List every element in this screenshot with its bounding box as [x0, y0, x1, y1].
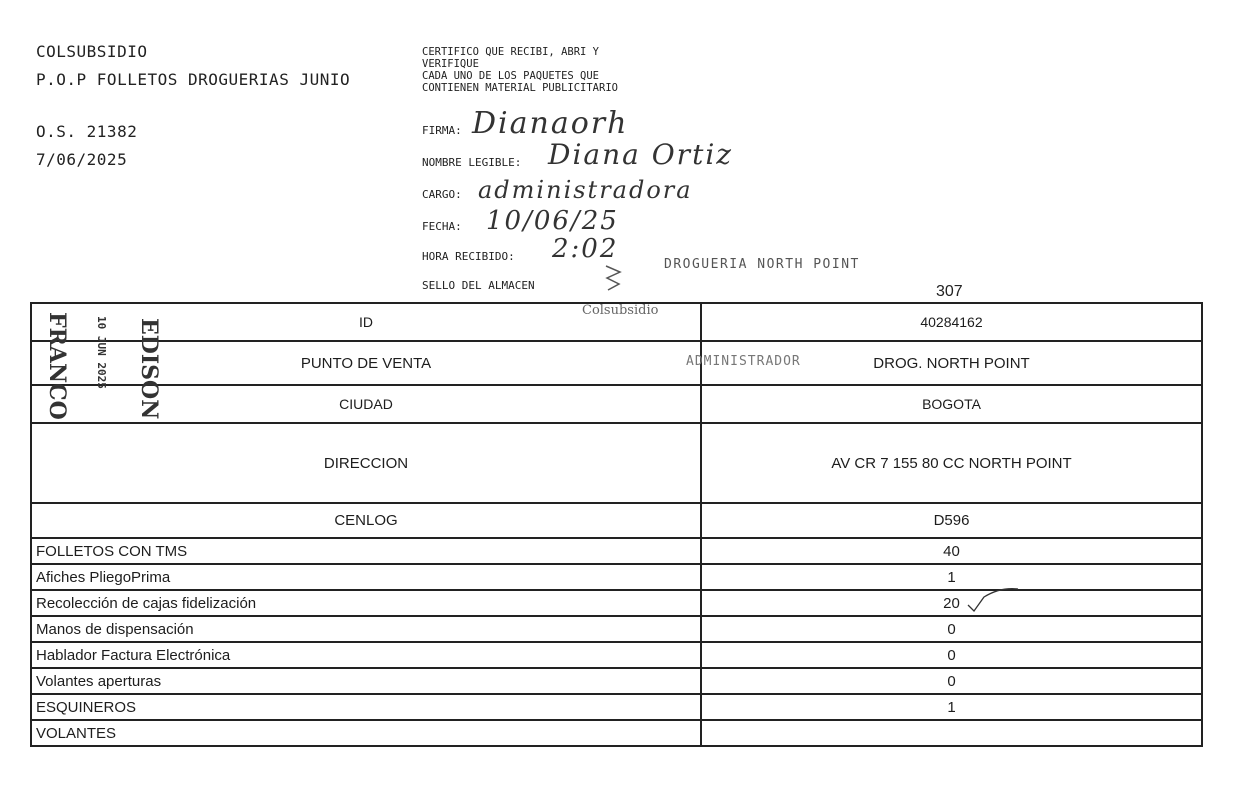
item-qty: 20 [943, 594, 960, 612]
certification-line: CONTIENEN MATERIAL PUBLICITARIO [422, 82, 618, 94]
item-name: FOLLETOS CON TMS [31, 538, 701, 564]
sheet-number: 307 [936, 283, 963, 300]
direccion-value: AV CR 7 155 80 CC NORTH POINT [701, 423, 1202, 503]
punto-venta-value: DROG. NORTH POINT [873, 354, 1030, 372]
table-row [31, 720, 1202, 746]
table-row-direccion [31, 423, 1202, 503]
id-value: 40284162 [701, 303, 1202, 341]
table-row [31, 590, 1202, 616]
table-row [31, 538, 1202, 564]
certification-line: CERTIFICO QUE RECIBI, ABRI Y [422, 46, 600, 58]
certification-block [422, 46, 618, 94]
item-qty: 0 [701, 616, 1202, 642]
firma-signature: Dianaorh [472, 106, 629, 141]
fecha-value: 10/06/25 [486, 206, 619, 236]
delivery-table [30, 302, 1203, 747]
nombre-value: Diana Ortiz [548, 138, 734, 171]
certification-line: VERIFIQUE [422, 58, 479, 70]
hora-value: 2:02 [552, 234, 619, 264]
item-name: Hablador Factura Electrónica [31, 642, 701, 668]
sello-label: SELLO DEL ALMACEN [422, 279, 535, 292]
item-name: Manos de dispensación [31, 616, 701, 642]
punto-venta-label: PUNTO DE VENTA [31, 341, 701, 385]
table-row [31, 616, 1202, 642]
item-name: Recolección de cajas fidelización [31, 590, 701, 616]
cenlog-value: D596 [701, 503, 1202, 538]
item-qty: 40 [701, 538, 1202, 564]
order-number: O.S. 21382 [36, 122, 138, 141]
hora-label: HORA RECIBIDO: [422, 250, 515, 263]
item-qty: 1 [701, 564, 1202, 590]
document-date: 7/06/2025 [36, 150, 128, 169]
stamp-name-franco: FRANCO [44, 312, 70, 420]
table-row [31, 694, 1202, 720]
table-row-id [31, 303, 1202, 341]
stamp-date: 10 JUN 2025 [95, 316, 108, 389]
ciudad-label: CIUDAD [31, 385, 701, 423]
id-label: ID [31, 303, 701, 341]
item-qty [701, 720, 1202, 746]
item-name: Volantes aperturas [31, 668, 701, 694]
checkmark-icon [964, 585, 1024, 615]
item-name: ESQUINEROS [31, 694, 701, 720]
punto-venta-cell [686, 341, 1202, 385]
item-qty: 0 [701, 668, 1202, 694]
item-name: VOLANTES [31, 720, 701, 746]
item-qty: 0 [701, 642, 1202, 668]
certification-line: CADA UNO DE LOS PAQUETES QUE [422, 70, 600, 82]
cenlog-label: CENLOG [31, 503, 701, 538]
nombre-label: NOMBRE LEGIBLE: [422, 156, 522, 169]
direccion-label: DIRECCION [31, 423, 701, 503]
item-name: Afiches PliegoPrima [31, 564, 701, 590]
table-row [31, 564, 1202, 590]
table-row-cenlog [31, 503, 1202, 538]
stamp-mark-icon [604, 262, 622, 294]
table-row-ciudad [31, 385, 1202, 423]
fecha-label: FECHA: [422, 220, 462, 233]
cargo-label: CARGO: [422, 188, 462, 201]
company-name: COLSUBSIDIO [36, 42, 148, 61]
table-row-punto-venta [31, 341, 1202, 385]
project-title: P.O.P FOLLETOS DROGUERIAS JUNIO [36, 70, 351, 89]
cargo-value: administradora [478, 176, 693, 204]
item-qty: 1 [701, 694, 1202, 720]
ciudad-value: BOGOTA [701, 385, 1202, 423]
stamp-name-edison: EDISON [136, 318, 162, 420]
table-row [31, 668, 1202, 694]
table-row [31, 642, 1202, 668]
store-stamp: DROGUERIA NORTH POINT [664, 257, 860, 272]
store-stamp-sub: Colsubsidio [582, 303, 659, 318]
firma-label: FIRMA: [422, 124, 462, 137]
item-qty-cell [701, 590, 1202, 616]
administrador-stamp: ADMINISTRADOR [686, 354, 801, 369]
